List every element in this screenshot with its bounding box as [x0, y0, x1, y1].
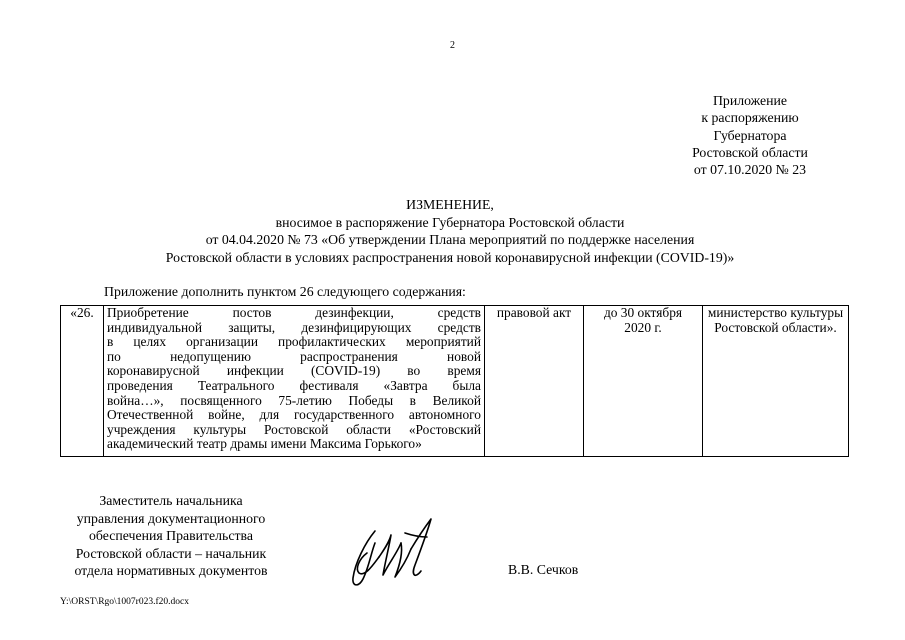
position-line: отдела нормативных документов: [74, 563, 268, 578]
signatory-position: [60, 492, 282, 580]
item-description-cell: [104, 306, 485, 457]
table-row: [61, 306, 849, 457]
appendix-line: к распоряжению: [701, 110, 799, 126]
file-path: Y:\ORST\Rgo\1007r023.f20.docx: [60, 597, 189, 607]
description-line: Приобретение постов дезинфекции, средств: [107, 305, 481, 320]
position-line: обеспечения Правительства: [89, 528, 253, 543]
deadline-line: 2020 г.: [624, 319, 662, 335]
heading-line: от 04.04.2020 № 73 «Об утверждении Плана мероприятий по поддержке населения: [205, 232, 695, 247]
appendix-header: [640, 92, 860, 178]
handwritten-signature: [345, 513, 440, 593]
responsible-line: Ростовской области».: [714, 319, 837, 335]
description-line: в целях организации профилактических мероприятий: [107, 334, 481, 350]
position-line: Заместитель начальника: [99, 493, 243, 508]
description-line: война…», посвященного 75-летию Победы в Великой: [107, 392, 481, 408]
item-deadline-cell: [584, 306, 703, 457]
description-line: коронавирусной инфекции (COVID-19) во время: [107, 363, 481, 379]
heading-line: Ростовской области в условиях распространения новой коронавирусной инфекции (COVID-19)»: [165, 249, 735, 265]
description-line: академический театр драмы имени Максима Горького»: [107, 436, 422, 452]
document-heading: [60, 196, 840, 266]
position-line: Ростовской области – начальник: [75, 545, 267, 561]
appendix-line: Губернатора: [713, 127, 787, 143]
page-number: 2: [450, 40, 455, 51]
description-line: Отечественной войне, для государственного автономного: [107, 407, 481, 423]
deadline-line: до 30 октября: [603, 305, 683, 320]
appendix-line: Ростовской области: [692, 144, 808, 160]
position-line: управления документационного: [76, 510, 266, 526]
signatory-name: В.В. Сечков: [508, 562, 579, 577]
measures-table: [60, 305, 849, 457]
appendix-line: Приложение: [712, 93, 788, 108]
description-line: проведения Театрального фестиваля «Завтра была: [107, 377, 481, 393]
item-type-cell: правовой акт: [485, 306, 584, 457]
appendix-date-line: от 07.10.2020 № 23: [693, 162, 807, 178]
intro-paragraph: Приложение дополнить пунктом 26 следующего содержания:: [104, 284, 466, 299]
item-number-cell: «26.: [61, 306, 104, 457]
description-line: учреждения культуры Ростовской области «Ростовский: [107, 421, 481, 437]
item-responsible-cell: [703, 306, 849, 457]
responsible-line: министерство культуры: [707, 305, 844, 320]
description-line: индивидуальной защиты, дезинфицирующих средств: [107, 319, 481, 335]
heading-line: вносимое в распоряжение Губернатора Ростовской области: [275, 214, 625, 230]
heading-title: ИЗМЕНЕНИЕ,: [406, 197, 494, 212]
description-line: по недопущению распространения новой: [107, 348, 481, 364]
